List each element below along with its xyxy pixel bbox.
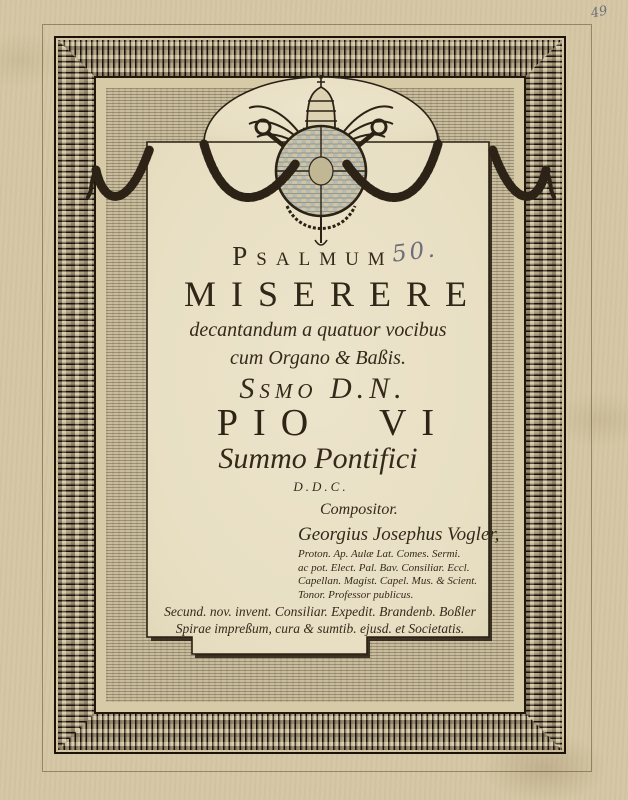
dedicatee-pius-vi: PIO VI	[216, 402, 450, 444]
imprint-line2: Spirae impreßum, cura & sumtib. ejusd. et Societatis.	[175, 620, 465, 636]
dedication-abbrev: Ssmo D.N.	[239, 372, 407, 405]
subtitle-organ: cum Organo & Baßis.	[230, 347, 406, 369]
composer-block	[298, 501, 500, 602]
dedication-close: D.D.C.	[293, 479, 349, 494]
composer-title-line: Proton. Ap. Aulæ Lat. Comes. Sermi.	[298, 548, 461, 560]
composer-name: Georgius Josephus Vogler,	[298, 524, 500, 545]
imprint-block	[118, 604, 522, 637]
handwritten-folio-number: 49	[589, 3, 609, 22]
handwritten-psalm-number: 50.	[390, 236, 439, 268]
subtitle-voices: decantandum a quatuor vocibus	[189, 319, 447, 341]
composer-title-line: Tonor. Professor publicus.	[298, 588, 414, 601]
composer-title-line: Capellan. Magist. Capel. Mus. & Scient.	[298, 575, 478, 587]
composer-title-line: ac pot. Elect. Pal. Bav. Consiliar. Eccl.	[298, 561, 470, 574]
title-psalmum: Psalmum	[232, 241, 394, 271]
dedicatee-title: Summo Pontifici	[218, 442, 418, 475]
composer-label: Compositor.	[320, 501, 398, 518]
imprint-line1: Secund. nov. invent. Consiliar. Expedit. Brandenb. Boßler	[164, 604, 476, 619]
title-miserere: MISERERE	[183, 274, 482, 314]
composer-titles	[298, 548, 493, 602]
